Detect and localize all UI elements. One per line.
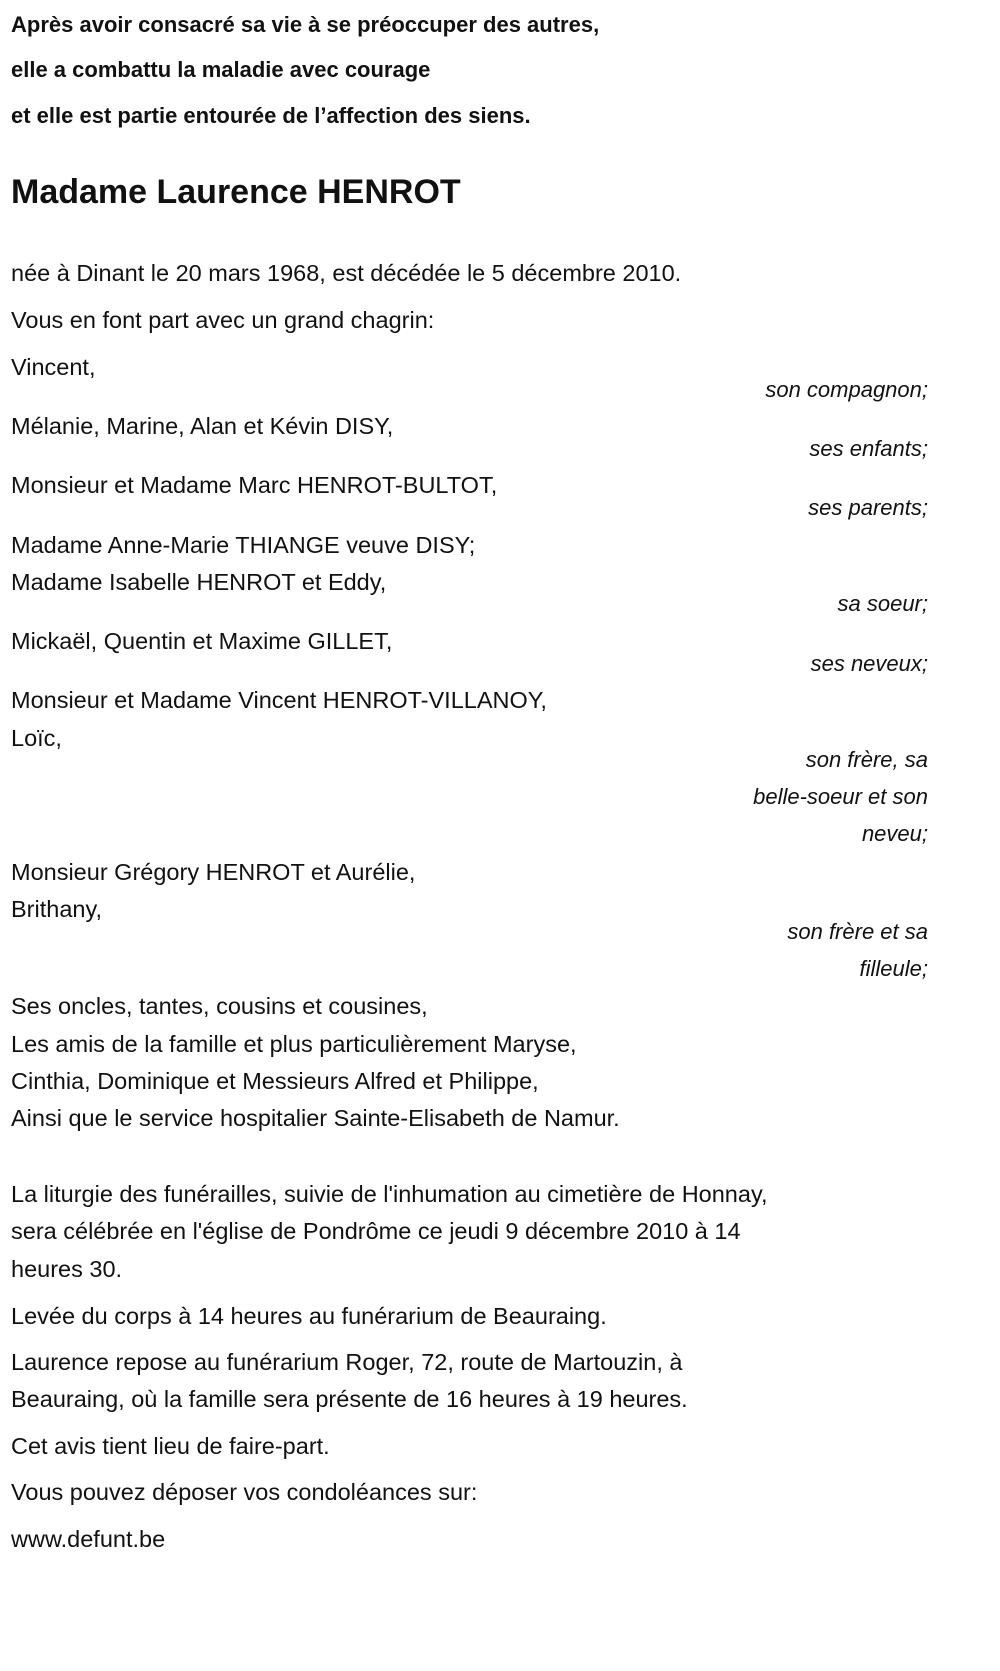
family-relation: filleule;	[859, 956, 928, 981]
family-relation: ses parents;	[808, 495, 928, 520]
others-line: Cinthia, Dominique et Messieurs Alfred et Philippe,	[11, 1068, 539, 1094]
family-relation: ses enfants;	[809, 436, 928, 461]
notice-text: Cet avis tient lieu de faire-part.	[11, 1433, 330, 1459]
family-names: Monsieur et Madame Marc HENROT-BULTOT,	[11, 472, 498, 498]
family-relation: son frère et sa	[787, 919, 928, 944]
family-names: Monsieur et Madame Vincent HENROT-VILLANOY,	[11, 687, 547, 713]
family-names: Vincent,	[11, 354, 96, 380]
funeral-info: sera célébrée en l'église de Pondrôme ce jeudi 9 décembre 2010 à 14	[11, 1218, 741, 1244]
family-relation: son frère, sa	[805, 747, 928, 772]
funeral-info: La liturgie des funérailles, suivie de l'inhumation au cimetière de Honnay,	[11, 1181, 768, 1207]
birth-death-dates: née à Dinant le 20 mars 1968, est décédée le 5 décembre 2010.	[11, 260, 682, 286]
family-names: Brithany,	[11, 896, 102, 922]
funeral-info: heures 30.	[11, 1256, 123, 1282]
family-relation: neveu;	[861, 821, 928, 846]
announcement-text: Vous en font part avec un grand chagrin:	[11, 307, 435, 333]
intro-line: elle a combattu la maladie avec courage	[11, 57, 431, 82]
family-names: Madame Isabelle HENROT et Eddy,	[11, 569, 387, 595]
condolences-text: Vous pouvez déposer vos condoléances sur:	[11, 1479, 478, 1505]
others-line: Ainsi que le service hospitalier Sainte-Elisabeth de Namur.	[11, 1105, 620, 1131]
family-names: Mélanie, Marine, Alan et Kévin DISY,	[11, 413, 394, 439]
family-relation: sa soeur;	[837, 591, 928, 616]
deceased-name: Madame Laurence HENROT	[11, 173, 461, 211]
family-names: Madame Anne-Marie THIANGE veuve DISY;	[11, 532, 476, 558]
others-line: Les amis de la famille et plus particulièrement Maryse,	[11, 1031, 577, 1057]
family-relation: ses neveux;	[810, 651, 928, 676]
family-names: Mickaël, Quentin et Maxime GILLET,	[11, 628, 393, 654]
repose-info: Laurence repose au funérarium Roger, 72, route de Martouzin, à	[11, 1349, 683, 1375]
family-names: Monsieur Grégory HENROT et Aurélie,	[11, 859, 416, 885]
family-names: Loïc,	[11, 725, 62, 751]
intro-line: Après avoir consacré sa vie à se préoccuper des autres,	[11, 12, 600, 37]
family-relation: belle-soeur et son	[753, 784, 928, 809]
family-relation: son compagnon;	[765, 377, 928, 402]
website-link[interactable]: www.defunt.be	[11, 1526, 166, 1552]
others-line: Ses oncles, tantes, cousins et cousines,	[11, 993, 428, 1019]
repose-info: Beauraing, où la famille sera présente de 16 heures à 19 heures.	[11, 1386, 688, 1412]
levee-info: Levée du corps à 14 heures au funérarium de Beauraing.	[11, 1303, 607, 1329]
intro-line: et elle est partie entourée de l’affection des siens.	[11, 103, 531, 128]
